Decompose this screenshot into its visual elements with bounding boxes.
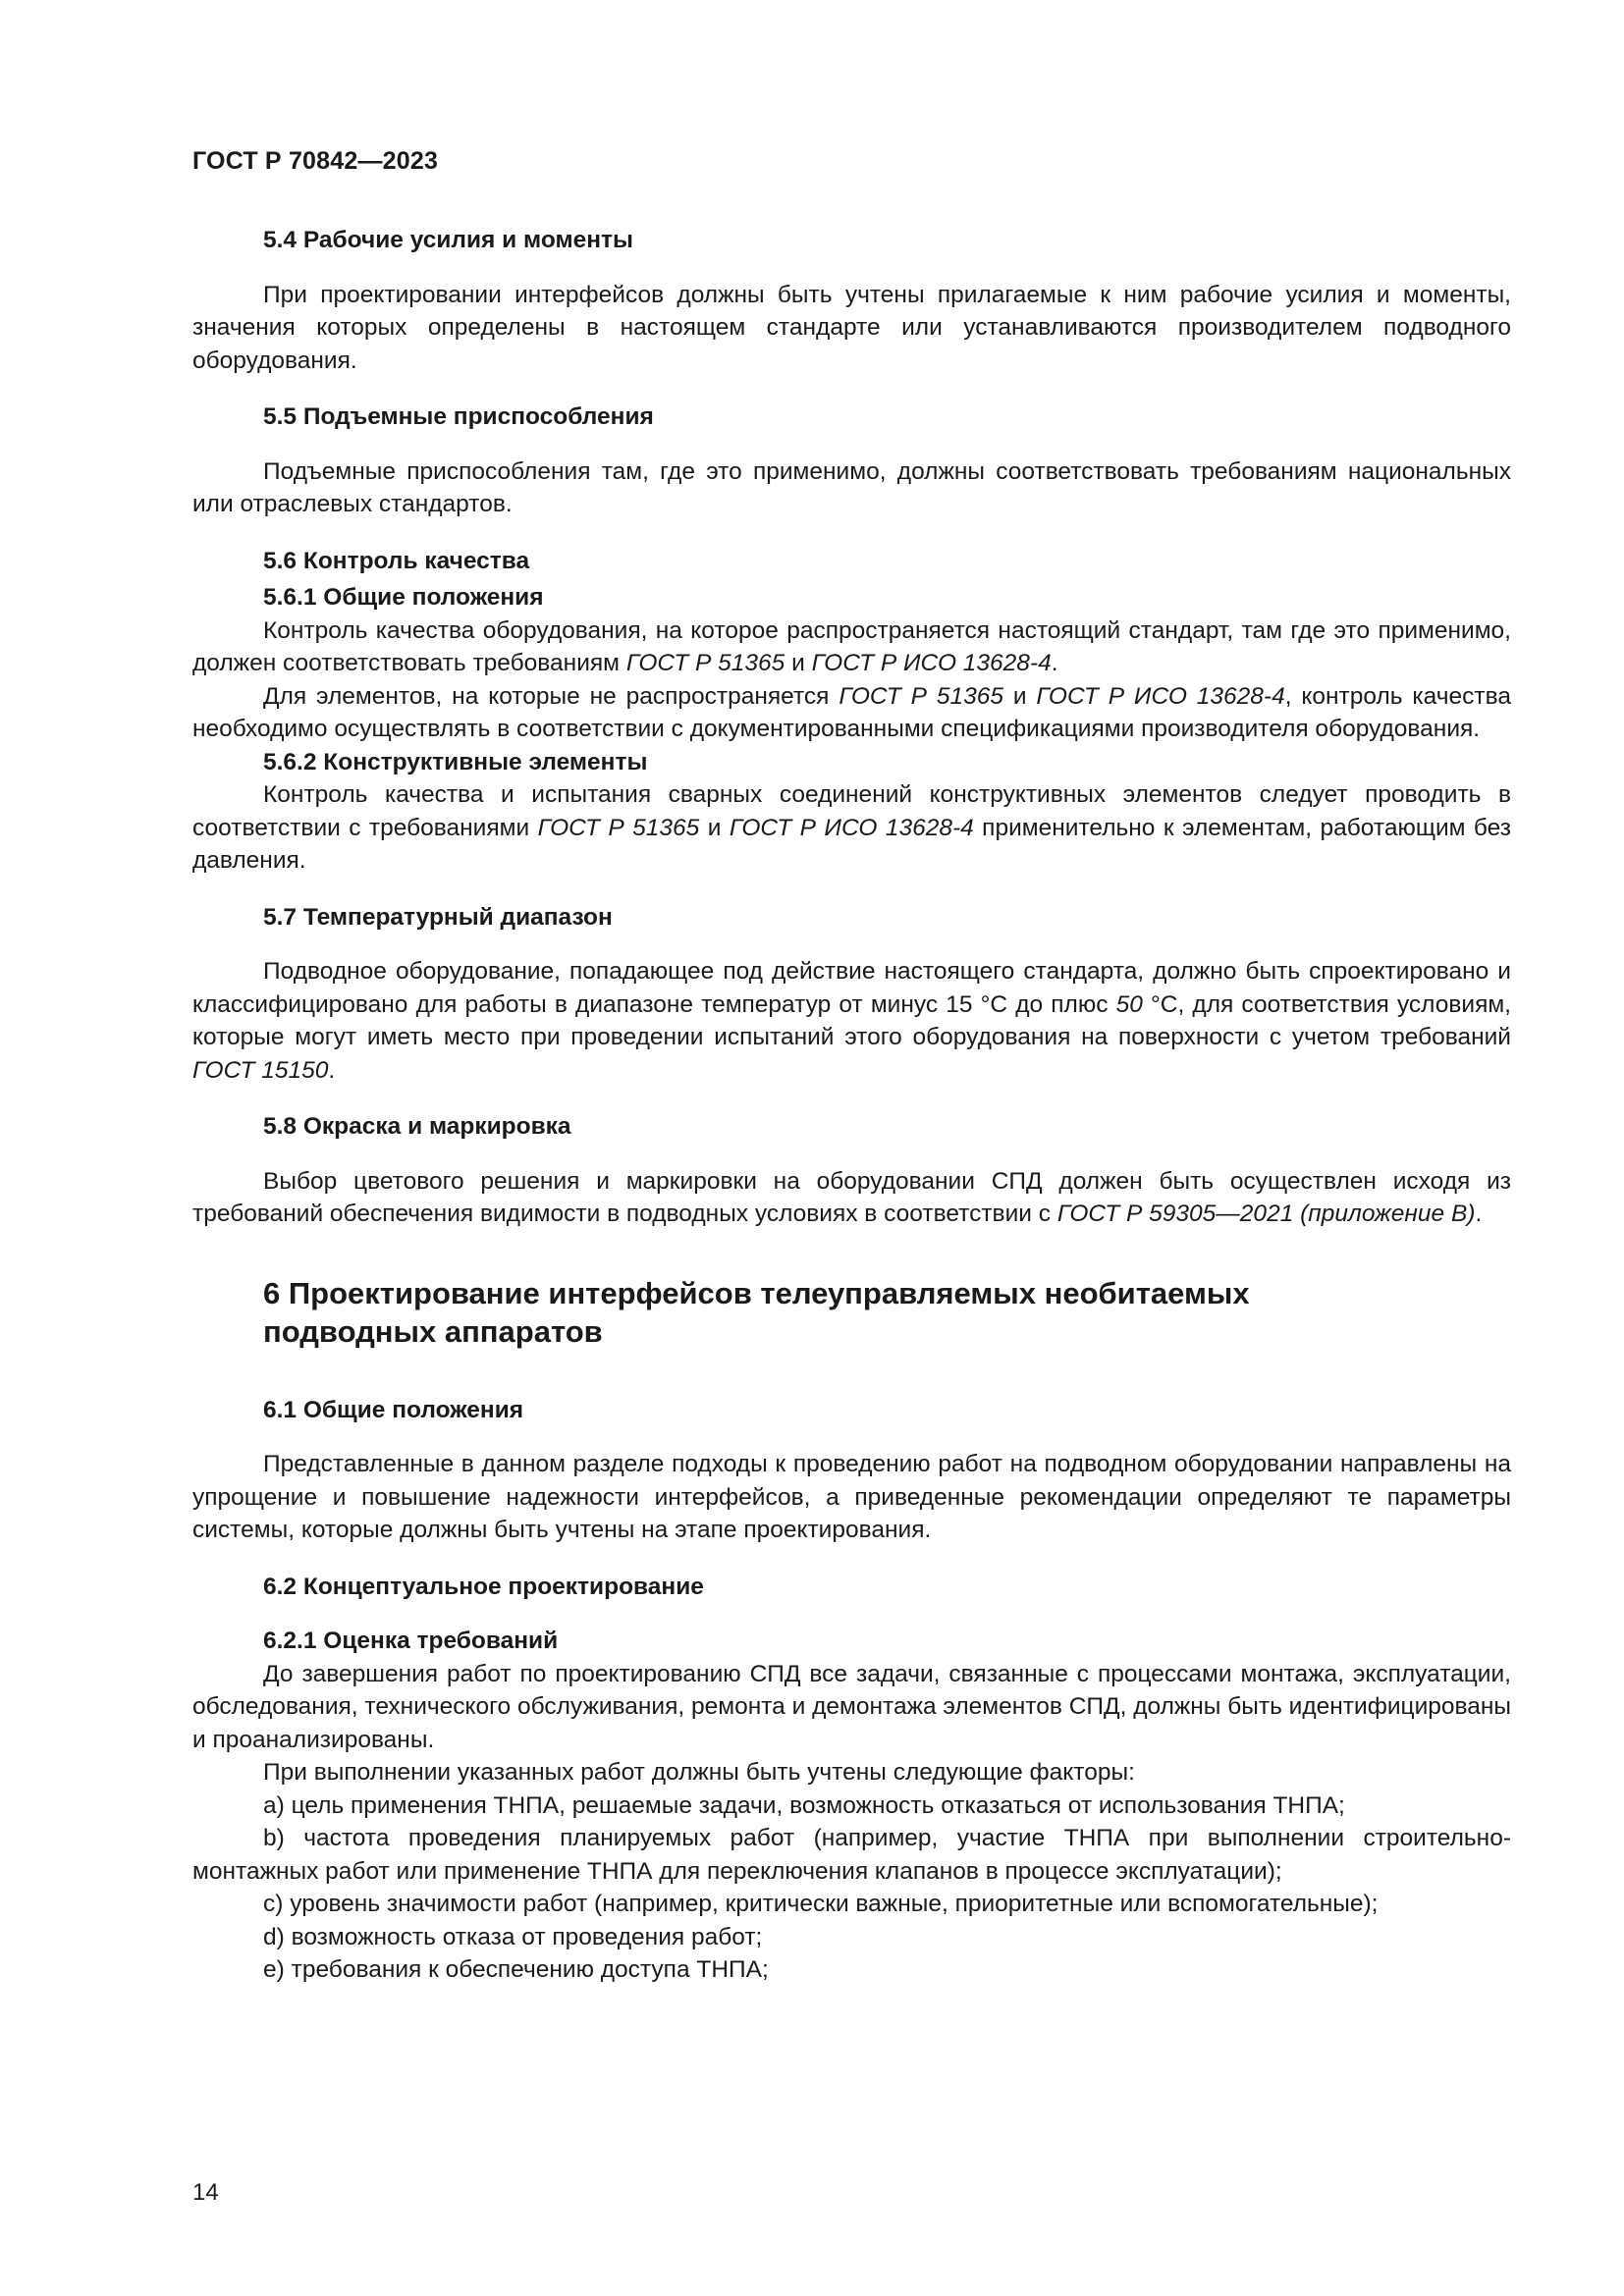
reference: ГОСТ Р ИСО 13628-4 [1036,682,1285,710]
document-header: ГОСТ Р 70842—2023 [192,147,439,175]
section-5-7-title: 5.7 Температурный диапазон [263,903,613,931]
section-5-6-2-title: 5.6.2 Конструктивные элементы [263,748,648,775]
section-6-2-1-title: 6.2.1 Оценка требований [263,1628,559,1654]
section-5-4-paragraph: При проектировании интерфейсов должны быть учтены прилагаемые к ним рабочие усилия и моменты, значения которых определены в настоящем стандарте или устанавливаются производителем подводного оборудования. [192,281,1511,374]
reference: ГОСТ Р 51365 [537,814,700,841]
page-number: 14 [192,2179,219,2206]
section-5-6-title: 5.6 Контроль качества [263,547,530,574]
section-6-1-title: 6.1 Общие положения [263,1396,524,1423]
section-5-5-paragraph: Подъемные приспособления там, где это применимо, должны соответствовать требованиям национальных или отраслевых стандартов. [192,457,1511,517]
section-5-6-2-paragraph: Контроль качества и испытания сварных соединений конструктивных элементов следует проводить в соответствии с требованиями ГОСТ Р 51365 и ГОСТ Р ИСО 13628-4 применительно к элементам, работающим без давления. [192,781,1512,874]
section-6-2-title: 6.2 Концептуальное проектирование [263,1573,704,1600]
document-body [192,224,1511,1987]
reference: ГОСТ Р ИСО 13628-4 [811,650,1052,676]
list-item: e) требования к обеспечению доступа ТНПА; [263,1956,769,1983]
section-5-6-1-paragraph-2: Для элементов, на которые не распространяется ГОСТ Р 51365 и ГОСТ Р ИСО 13628-4, контроль качества необходимо осуществлять в соответствии с документированными спецификациями производителя оборудования. [192,682,1511,742]
section-5-8-paragraph: Выбор цветового решения и маркировки на оборудовании СПД должен быть осуществлен исходя из требований обеспечения видимости в подводных условиях в соответствии с ГОСТ Р 59305—2021 (приложение В). [192,1167,1511,1227]
list-item: a) цель применения ТНПА, решаемые задачи, возможность отказаться от использования ТНПА; [263,1791,1345,1819]
section-5-4-title: 5.4 Рабочие усилия и моменты [263,227,633,253]
section-6-1-paragraph: Представленные в данном разделе подходы к проведению работ на подводном оборудовании направлены на упрощение и повышение надежности интерфейсов, а приведенные рекомендации определяют те параметры системы, которые должны быть учтены на этапе проектирования. [192,1451,1511,1543]
section-5-7-paragraph: Подводное оборудование, попадающее под действие настоящего стандарта, должно быть спроектировано и классифицировано для работы в диапазоне температур от минус 15 °С до плюс 50 °С, для соответствия условиям, которые могут иметь место при проведении испытаний этого оборудования на поверхности с учетом требований ГОСТ 15150. [192,958,1511,1084]
reference: ГОСТ Р 51365 [839,682,1003,710]
section-5-8-title: 5.8 Окраска и маркировка [263,1113,571,1140]
section-5-5-title: 5.5 Подъемные приспособления [263,403,654,430]
section-6-2-1-paragraph-2: При выполнении указанных работ должны быть учтены следующие факторы: [263,1759,1135,1786]
temperature-value: 50 [1115,990,1143,1018]
reference: ГОСТ Р 51365 [625,650,785,676]
section-5-6-1-title: 5.6.1 Общие положения [263,584,544,611]
list-item: d) возможность отказа от проведения работ; [263,1923,763,1950]
list-item: b) частота проведения планируемых работ (например, участие ТНПА при выполнении строительно-монтажных работ или применение ТНПА для переключения клапанов в процессе эксплуатации); [192,1825,1511,1885]
reference: ГОСТ Р ИСО 13628-4 [729,814,974,841]
reference: ГОСТ Р 59305—2021 (приложение В) [1056,1201,1476,1227]
section-5-6-1-paragraph-1: Контроль качества оборудования, на которое распространяется настоящий стандарт, там где это применимо, должен соответствовать требованиям ГОСТ Р 51365 и ГОСТ Р ИСО 13628-4. [192,616,1511,676]
section-6-2-1-paragraph-1: До завершения работ по проектированию СПД все задачи, связанные с процессами монтажа, эксплуатации, обследования, технического обслуживания, ремонта и демонтажа элементов СПД, должны быть идентифицированы и проанализированы. [192,1660,1512,1753]
section-6-title: 6 Проектирование интерфейсов телеуправляемых необитаемых подводных аппаратов [263,1275,1250,1349]
list-item: c) уровень значимости работ (например, критически важные, приоритетные или вспомогательные); [263,1891,1379,1917]
reference: ГОСТ 15150 [192,1056,329,1084]
